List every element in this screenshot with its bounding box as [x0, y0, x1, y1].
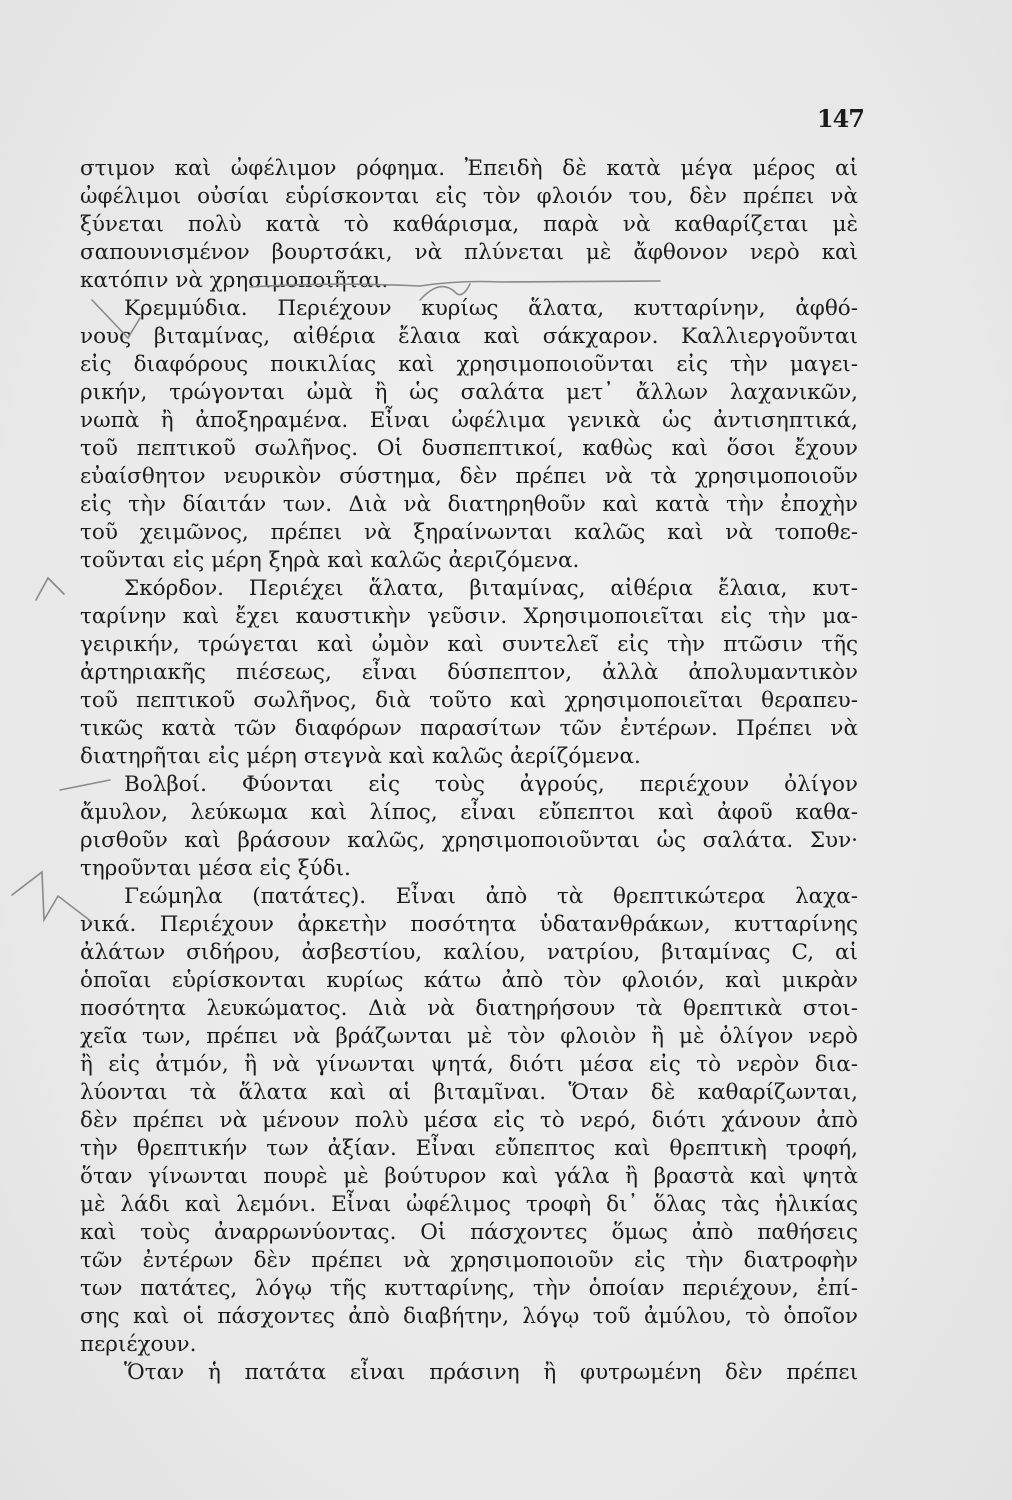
text-line: τικῶς κατὰ τῶν διαφόρων παρασίτων τῶν ἐντέρων. Πρέπει νὰ	[80, 716, 858, 741]
text-line: ρικήν, τρώγονται ὠμὰ ἢ ὡς σαλάτα μετ᾽ ἄλλων λαχανικῶν,	[80, 380, 858, 405]
text-line: νικά. Περιέχουν ἀρκετὴν ποσότητα ὑδατανθράκων, κυτταρίνης	[80, 912, 858, 937]
text-line: εἰς τὴν δίαιτάν των. Διὰ νὰ διατηρηθοῦν καὶ κατὰ τὴν ἐποχὴν	[80, 492, 858, 517]
pencil-check-mark	[36, 578, 64, 600]
text-line: νωπὰ ἢ ἀποξηραμένα. Εἶναι ὠφέλιμα γενικὰ ὡς ἀντισηπτικά,	[80, 408, 858, 433]
text-line: σης καὶ οἱ πάσχοντες ἀπὸ διαβήτην, λόγῳ τοῦ ἀμύλου, τὸ ὁποῖον	[80, 1304, 858, 1329]
section-geomila-heading-line: Γεώμηλα (πατάτες). Εἶναι ἀπὸ τὰ θρεπτικώτερα λαχα-	[124, 884, 858, 909]
text-line: ἀλάτων σιδήρου, ἀσβεστίου, καλίου, νατρίου, βιταμίνας C, αἱ	[80, 940, 858, 965]
section-volvoi-heading-line: Βολβοί. Φύονται εἰς τοὺς ἀγρούς, περιέχουν ὀλίγον	[124, 772, 858, 797]
text-line: ξύνεται πολὺ κατὰ τὸ καθάρισμα, παρὰ νὰ καθαρίζεται μὲ	[80, 212, 858, 237]
text-line: τηροῦνται μέσα εἰς ξύδι.	[80, 856, 351, 881]
text-line: λύονται τὰ ἅλατα καὶ αἱ βιταμῖναι. Ὅταν δὲ καθαρίζωνται,	[80, 1080, 858, 1105]
body-text	[80, 155, 858, 1387]
text-line: των πατάτες, λόγῳ τῆς κυτταρίνης, τὴν ὁποίαν περιέχουν, ἐπί-	[80, 1276, 858, 1301]
text-line: στιμον καὶ ὠφέλιμον ρόφημα. Ἐπειδὴ δὲ κατὰ μέγα μέρος αἱ	[80, 156, 858, 181]
text-line: ἀρτηριακῆς πιέσεως, εἶναι δύσπεπτον, ἀλλὰ ἀπολυμαντικὸν	[80, 660, 858, 685]
text-line: σαπουνισμένον βουρτσάκι, νὰ πλύνεται μὲ ἄφθονον νερὸ καὶ	[80, 240, 858, 265]
text-line: τῶν ἐντέρων δὲν πρέπει νὰ χρησιμοποιοῦν εἰς τὴν διατροφὴν	[80, 1248, 858, 1273]
text-line: ποσότητα λευκώματος. Διὰ νὰ διατηρήσουν τὰ θρεπτικὰ στοι-	[80, 996, 858, 1021]
text-line: δὲν πρέπει νὰ μένουν πολὺ μέσα εἰς τὸ νερό, διότι χάνουν ἀπὸ	[80, 1108, 858, 1133]
text-line: εἰς διαφόρους ποικιλίας καὶ χρησιμοποιοῦνται εἰς τὴν μαγει-	[80, 352, 858, 377]
text-line: νους βιταμίνας, αἰθέρια ἔλαια καὶ σάκχαρον. Καλλιεργοῦνται	[80, 324, 858, 349]
text-line: χεῖα των, πρέπει νὰ βράζωνται μὲ τὸν φλοιὸν ἢ μὲ ὀλίγον νερὸ	[80, 1024, 858, 1049]
text-line: ταρίνην καὶ ἔχει καυστικὴν γεῦσιν. Χρησιμοποιεῖται εἰς τὴν μα-	[80, 604, 858, 629]
text-line: κατόπιν νὰ χρησιμοποιῆται.	[80, 268, 389, 293]
text-line: ὅταν γίνωνται πουρὲ μὲ βούτυρον καὶ γάλα ἢ βραστὰ καὶ ψητὰ	[80, 1164, 858, 1189]
text-line: τοῦνται εἰς μέρη ξηρὰ καὶ καλῶς ἀεριζόμενα.	[80, 548, 580, 573]
section-kremmydia-heading-line: Κρεμμύδια. Περιέχουν κυρίως ἅλατα, κυτταρίνην, ἀφθό-	[124, 296, 858, 321]
text-line: τοῦ πεπτικοῦ σωλῆνος, διὰ τοῦτο καὶ χρησιμοποιεῖται θεραπευ-	[80, 688, 858, 713]
page-number: 147	[816, 104, 864, 133]
text-line: ἄμυλον, λεύκωμα καὶ λίπος, εἶναι εὔπεπτοι καὶ ἀφοῦ καθα-	[80, 800, 858, 825]
text-line: καὶ τοὺς ἀναρρωνύοντας. Οἱ πάσχοντες ὅμως ἀπὸ παθήσεις	[80, 1220, 858, 1245]
text-line: γειρικήν, τρώγεται καὶ ὠμὸν καὶ συντελεῖ εἰς τὴν πτῶσιν τῆς	[80, 632, 858, 657]
text-line: τοῦ χειμῶνος, πρέπει νὰ ξηραίνωνται καλῶς καὶ νὰ τοποθε-	[80, 520, 858, 545]
text-line: τὴν θρεπτικήν των ἀξίαν. Εἶναι εὔπεπτος καὶ θρεπτικὴ τροφή,	[80, 1136, 858, 1161]
text-line: εὐαίσθητον νευρικὸν σύστημα, δὲν πρέπει νὰ τὰ χρησιμοποιοῦν	[80, 464, 858, 489]
text-line: ρισθοῦν καὶ βράσουν καλῶς, χρησιμοποιοῦνται ὡς σαλάτα. Συν·	[80, 828, 858, 853]
text-line: Ὅταν ἡ πατάτα εἶναι πράσινη ἢ φυτρωμένη δὲν πρέπει	[124, 1360, 858, 1385]
text-line: ὠφέλιμοι οὐσίαι εὑρίσκονται εἰς τὸν φλοιόν του, δὲν πρέπει νὰ	[80, 184, 858, 209]
text-line: διατηρῆται εἰς μέρη στεγνὰ καὶ καλῶς ἀερίζόμενα.	[80, 744, 641, 769]
text-line: τοῦ πεπτικοῦ σωλῆνος. Οἱ δυσπεπτικοί, καθὼς καὶ ὅσοι ἔχουν	[80, 436, 858, 461]
section-skordon-heading-line: Σκόρδον. Περιέχει ἅλατα, βιταμίνας, αἰθέρια ἔλαια, κυτ-	[124, 576, 858, 601]
text-line: ἢ εἰς ἀτμόν, ἢ νὰ γίνωνται ψητά, διότι μέσα εἰς τὸ νερὸν δια-	[80, 1052, 858, 1077]
text-line: ὁποῖαι εὑρίσκονται κυρίως κάτω ἀπὸ τὸν φλοιόν, καὶ μικρὰν	[80, 968, 858, 993]
text-line: περιέχουν.	[80, 1332, 197, 1357]
text-line: μὲ λάδι καὶ λεμόνι. Εἶναι ὠφέλιμος τροφὴ δι᾽ ὅλας τὰς ἡλικίας	[80, 1192, 858, 1217]
